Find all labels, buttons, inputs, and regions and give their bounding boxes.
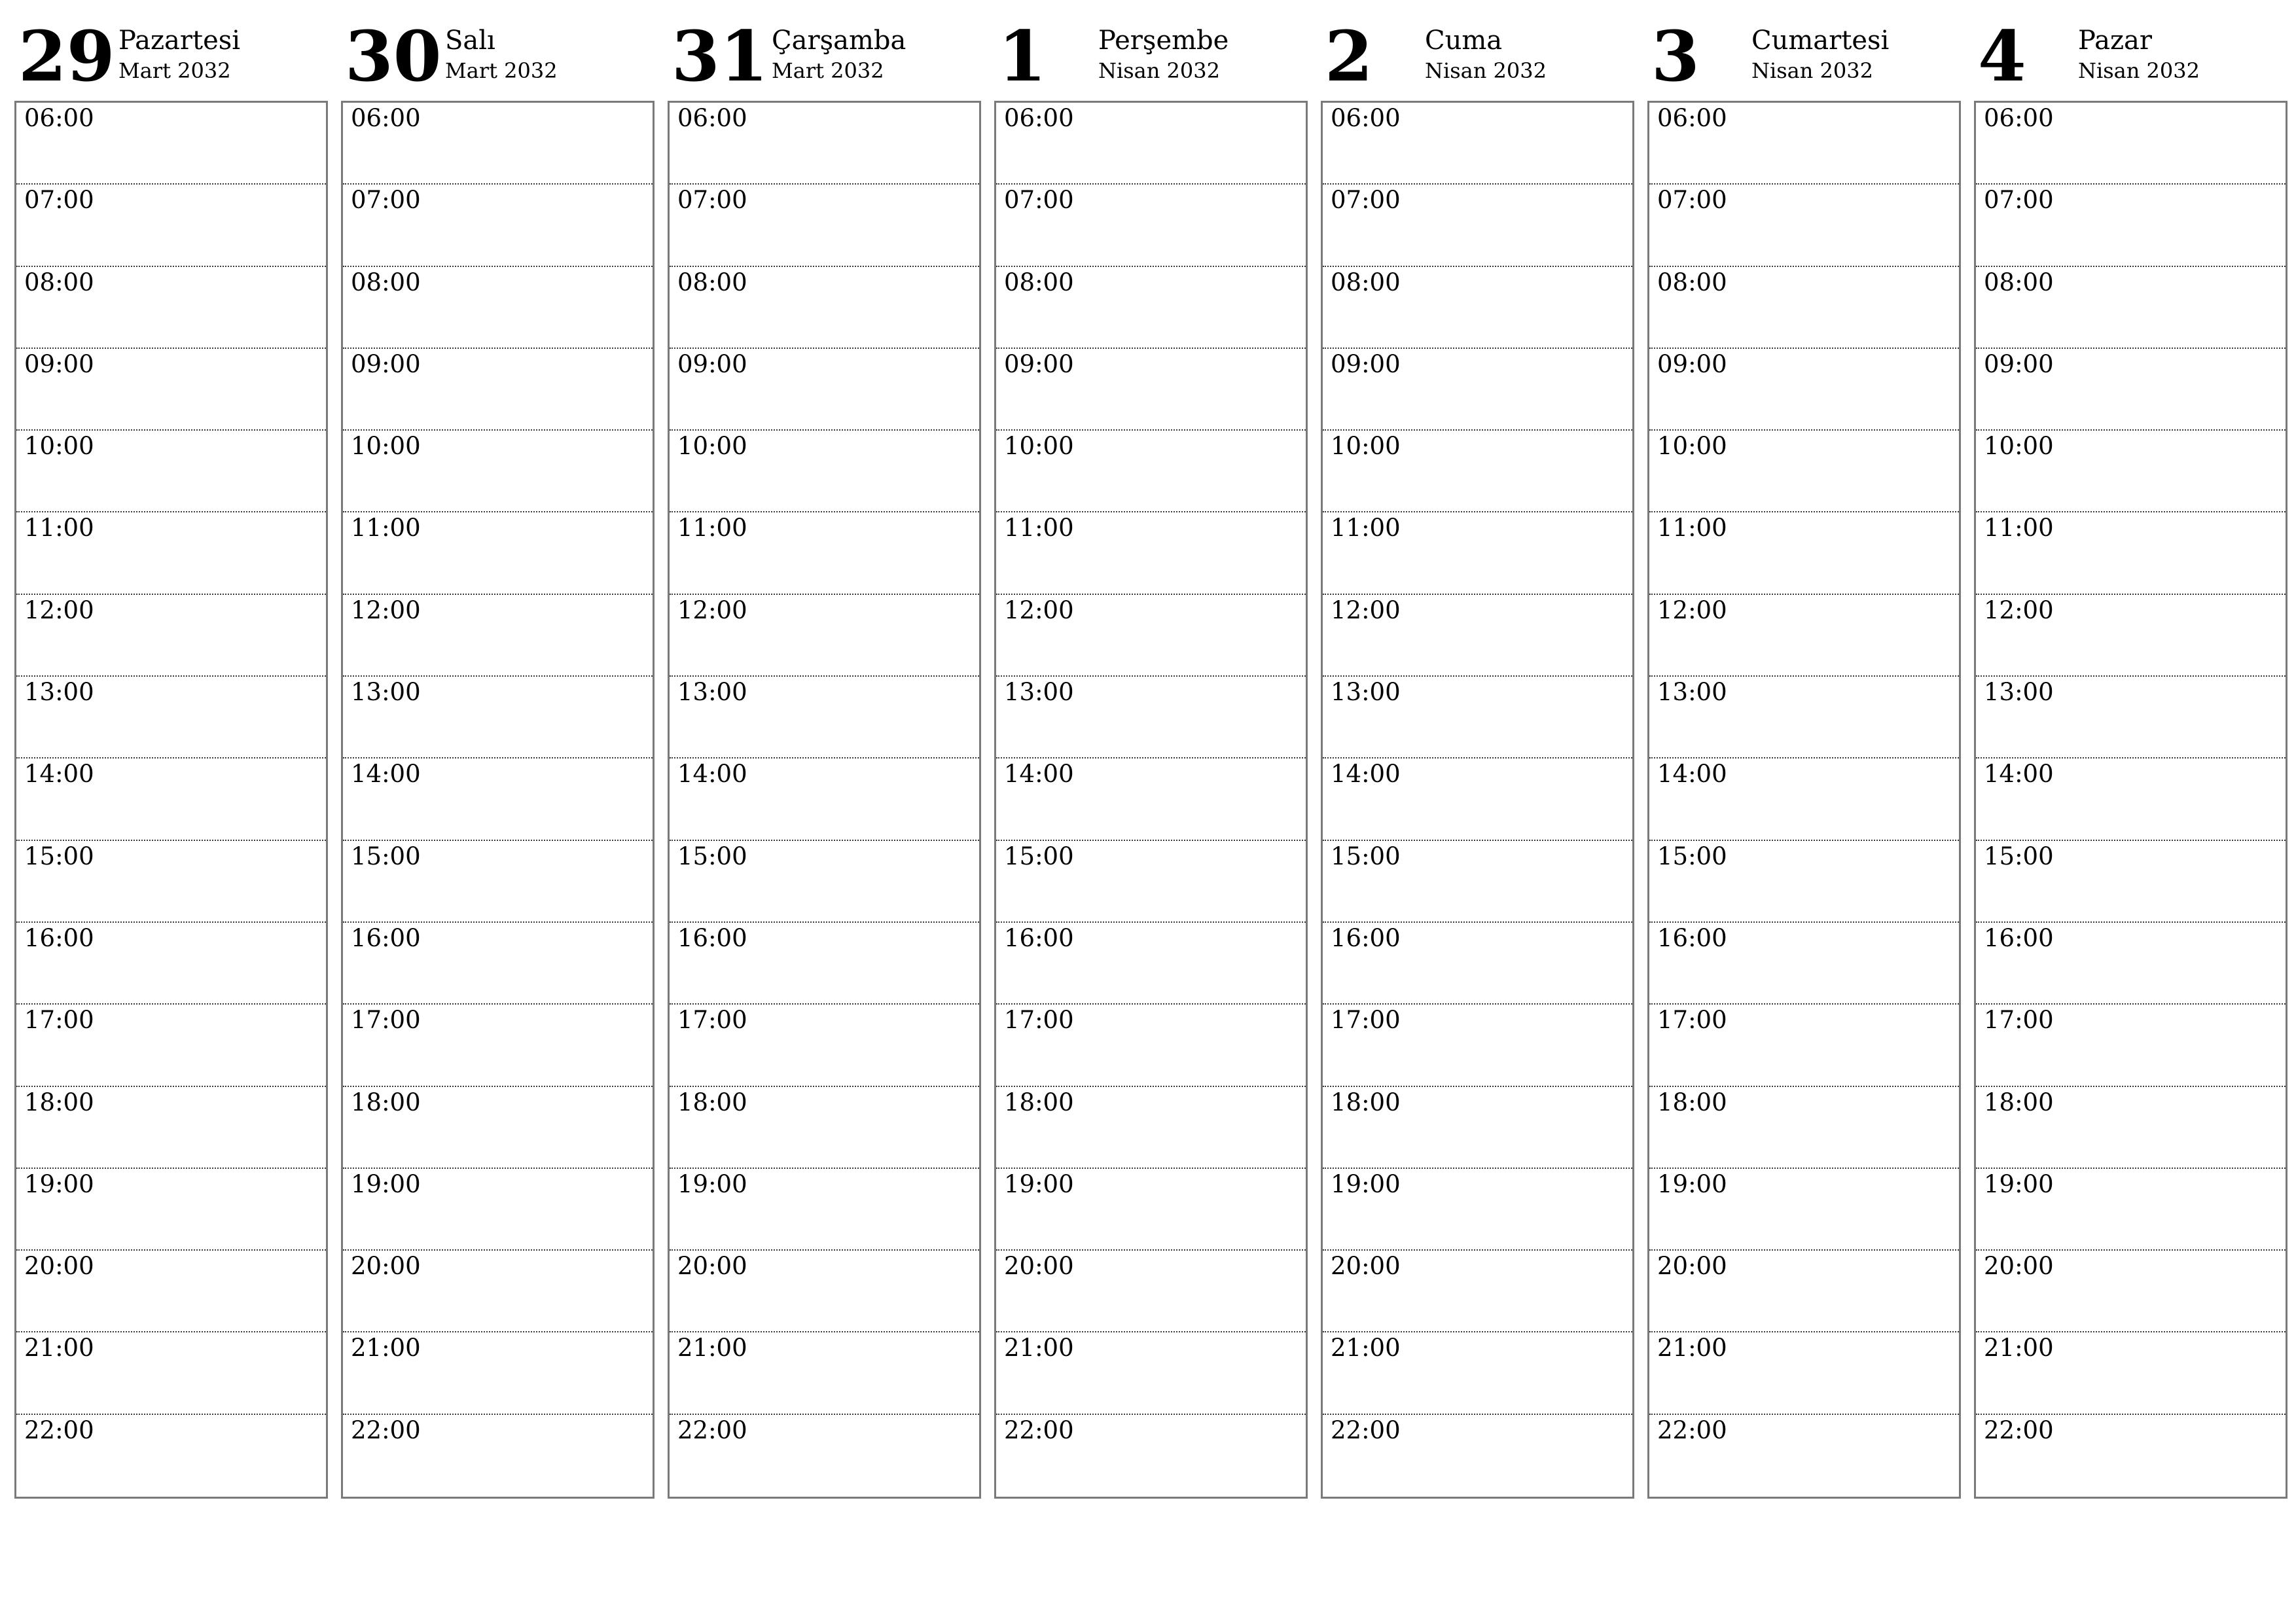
- time-slot[interactable]: 11:00: [670, 512, 979, 594]
- time-slot[interactable]: 08:00: [1323, 267, 1632, 349]
- time-slot[interactable]: 21:00: [1976, 1332, 2286, 1414]
- time-slot[interactable]: 20:00: [1323, 1251, 1632, 1332]
- time-slot[interactable]: 08:00: [670, 267, 979, 349]
- time-slot[interactable]: 07:00: [16, 185, 326, 266]
- time-slot[interactable]: 15:00: [670, 841, 979, 923]
- time-slot[interactable]: 10:00: [1323, 431, 1632, 512]
- time-slot[interactable]: 17:00: [343, 1005, 653, 1086]
- time-slot[interactable]: 06:00: [1323, 103, 1632, 185]
- time-slot[interactable]: 11:00: [1976, 512, 2286, 594]
- time-slot[interactable]: 10:00: [16, 431, 326, 512]
- day-number: 30: [345, 15, 442, 97]
- time-slot[interactable]: 13:00: [1323, 677, 1632, 758]
- day-column: [994, 0, 1308, 1499]
- time-slot[interactable]: 09:00: [343, 349, 653, 431]
- time-slot[interactable]: 21:00: [1649, 1332, 1959, 1414]
- time-slot[interactable]: 16:00: [16, 923, 326, 1005]
- time-slot[interactable]: 11:00: [1649, 512, 1959, 594]
- time-slot[interactable]: 19:00: [1323, 1169, 1632, 1251]
- time-slot[interactable]: 12:00: [16, 595, 326, 677]
- time-slot[interactable]: 19:00: [1649, 1169, 1959, 1251]
- time-slot[interactable]: 19:00: [670, 1169, 979, 1251]
- time-slot[interactable]: 18:00: [1323, 1087, 1632, 1169]
- day-name: Salı: [445, 26, 495, 56]
- time-slot[interactable]: 13:00: [996, 677, 1306, 758]
- time-slot[interactable]: 22:00: [351, 1416, 421, 1444]
- day-meta: [445, 20, 558, 84]
- time-slot[interactable]: 18:00: [1976, 1087, 2286, 1169]
- time-slot[interactable]: 16:00: [1649, 923, 1959, 1005]
- time-slot[interactable]: 13:00: [343, 677, 653, 758]
- time-slot[interactable]: 20:00: [343, 1251, 653, 1332]
- time-slot[interactable]: 08:00: [343, 267, 653, 349]
- time-slot[interactable]: 19:00: [343, 1169, 653, 1251]
- time-slots: [668, 101, 981, 1499]
- time-slot[interactable]: 09:00: [670, 349, 979, 431]
- day-name: Pazartesi: [118, 26, 241, 56]
- time-slot[interactable]: 22:00: [1331, 1416, 1401, 1444]
- time-slot[interactable]: 13:00: [670, 677, 979, 758]
- day-month: Mart 2032: [445, 58, 558, 83]
- day-column: [1974, 0, 2287, 1499]
- time-slot[interactable]: 18:00: [1649, 1087, 1959, 1169]
- time-slot[interactable]: 14:00: [1649, 758, 1959, 840]
- time-slot[interactable]: 12:00: [1649, 595, 1959, 677]
- time-slots: [994, 101, 1308, 1499]
- time-slot[interactable]: 12:00: [996, 595, 1306, 677]
- time-slot[interactable]: 11:00: [1323, 512, 1632, 594]
- time-slot[interactable]: 21:00: [996, 1332, 1306, 1414]
- time-slot[interactable]: 10:00: [1649, 431, 1959, 512]
- day-meta: [772, 20, 906, 84]
- day-number: 1: [998, 15, 1047, 97]
- day-number: 2: [1325, 15, 1373, 97]
- time-slot[interactable]: 15:00: [16, 841, 326, 923]
- time-slot[interactable]: 20:00: [670, 1251, 979, 1332]
- time-slot[interactable]: 15:00: [1323, 841, 1632, 923]
- day-column: [668, 0, 981, 1499]
- day-meta: [1751, 20, 1889, 84]
- time-slot[interactable]: 22:00: [1984, 1416, 2054, 1444]
- time-slot[interactable]: 08:00: [1976, 267, 2286, 349]
- time-slots: [341, 101, 655, 1499]
- time-slot[interactable]: 12:00: [1323, 595, 1632, 677]
- time-slot[interactable]: 18:00: [343, 1087, 653, 1169]
- time-slot[interactable]: 09:00: [1976, 349, 2286, 431]
- time-slot[interactable]: 17:00: [1649, 1005, 1959, 1086]
- time-slot[interactable]: 09:00: [996, 349, 1306, 431]
- day-meta: [1098, 20, 1229, 84]
- day-name: Cumartesi: [1751, 26, 1890, 56]
- time-slot[interactable]: 15:00: [1976, 841, 2286, 923]
- time-slot[interactable]: 16:00: [996, 923, 1306, 1005]
- time-slot[interactable]: 08:00: [996, 267, 1306, 349]
- time-slot[interactable]: 07:00: [670, 185, 979, 266]
- time-slot[interactable]: 10:00: [343, 431, 653, 512]
- time-slot[interactable]: 15:00: [1649, 841, 1959, 923]
- time-slot[interactable]: 13:00: [1649, 677, 1959, 758]
- time-slot[interactable]: 07:00: [996, 185, 1306, 266]
- time-slot[interactable]: 14:00: [1976, 758, 2286, 840]
- time-slot[interactable]: 07:00: [1976, 185, 2286, 266]
- time-slot[interactable]: 20:00: [1976, 1251, 2286, 1332]
- time-slot[interactable]: 09:00: [1323, 349, 1632, 431]
- time-slot[interactable]: 10:00: [996, 431, 1306, 512]
- day-number: 29: [18, 15, 115, 97]
- weekly-planner: [14, 0, 2287, 1499]
- time-slot[interactable]: 21:00: [1323, 1332, 1632, 1414]
- time-slot[interactable]: 21:00: [670, 1332, 979, 1414]
- day-name: Pazar: [2078, 26, 2153, 56]
- time-slot[interactable]: 06:00: [1649, 103, 1959, 185]
- time-slots: [1974, 101, 2287, 1499]
- time-slot[interactable]: 11:00: [16, 512, 326, 594]
- time-slot[interactable]: 06:00: [1976, 103, 2286, 185]
- time-slot[interactable]: 19:00: [1976, 1169, 2286, 1251]
- day-meta: [2078, 20, 2200, 84]
- time-slot[interactable]: 17:00: [16, 1005, 326, 1086]
- time-slot[interactable]: 13:00: [16, 677, 326, 758]
- day-header: [1974, 0, 2287, 101]
- day-meta: [1425, 20, 1547, 84]
- time-slot[interactable]: 06:00: [996, 103, 1306, 185]
- time-slot[interactable]: 21:00: [343, 1332, 653, 1414]
- time-slot[interactable]: 10:00: [1976, 431, 2286, 512]
- time-slot[interactable]: 15:00: [996, 841, 1306, 923]
- day-name: Çarşamba: [772, 26, 906, 56]
- time-slot[interactable]: 16:00: [670, 923, 979, 1005]
- time-slot[interactable]: 16:00: [1976, 923, 2286, 1005]
- time-slot[interactable]: 15:00: [343, 841, 653, 923]
- time-slot[interactable]: 12:00: [1976, 595, 2286, 677]
- time-slot[interactable]: 06:00: [343, 103, 653, 185]
- day-column: [341, 0, 655, 1499]
- time-slot[interactable]: 14:00: [16, 758, 326, 840]
- time-slot[interactable]: 18:00: [16, 1087, 326, 1169]
- time-slots: [14, 101, 328, 1499]
- time-slot[interactable]: 19:00: [996, 1169, 1306, 1251]
- time-slot[interactable]: 07:00: [343, 185, 653, 266]
- time-slot[interactable]: 22:00: [24, 1416, 94, 1444]
- time-slot[interactable]: 14:00: [343, 758, 653, 840]
- day-header: [994, 0, 1308, 101]
- time-slot[interactable]: 07:00: [1649, 185, 1959, 266]
- time-slot[interactable]: 19:00: [16, 1169, 326, 1251]
- day-number: 3: [1651, 15, 1700, 97]
- day-month: Nisan 2032: [1098, 58, 1220, 83]
- time-slots: [1321, 101, 1634, 1499]
- day-month: Mart 2032: [772, 58, 884, 83]
- time-slot[interactable]: 12:00: [343, 595, 653, 677]
- time-slot[interactable]: 17:00: [1976, 1005, 2286, 1086]
- time-slot[interactable]: 09:00: [16, 349, 326, 431]
- day-column: [1647, 0, 1961, 1499]
- day-name: Cuma: [1425, 26, 1503, 56]
- time-slot[interactable]: 08:00: [1649, 267, 1959, 349]
- day-number: 4: [1978, 15, 2026, 97]
- time-slot[interactable]: 18:00: [670, 1087, 979, 1169]
- time-slot[interactable]: 14:00: [1323, 758, 1632, 840]
- day-header: [341, 0, 655, 101]
- time-slot[interactable]: 20:00: [996, 1251, 1306, 1332]
- time-slot[interactable]: 21:00: [16, 1332, 326, 1414]
- day-header: [668, 0, 981, 101]
- day-month: Nisan 2032: [2078, 58, 2200, 83]
- time-slot[interactable]: 06:00: [16, 103, 326, 185]
- time-slot[interactable]: 17:00: [1323, 1005, 1632, 1086]
- time-slot[interactable]: 11:00: [343, 512, 653, 594]
- time-slot[interactable]: 13:00: [1976, 677, 2286, 758]
- time-slot[interactable]: 14:00: [670, 758, 979, 840]
- time-slot[interactable]: 20:00: [16, 1251, 326, 1332]
- time-slot[interactable]: 06:00: [670, 103, 979, 185]
- day-meta: [118, 20, 240, 84]
- time-slot[interactable]: 14:00: [996, 758, 1306, 840]
- day-header: [1647, 0, 1961, 101]
- time-slot[interactable]: 12:00: [670, 595, 979, 677]
- time-slots: [1647, 101, 1961, 1499]
- time-slot[interactable]: 18:00: [996, 1087, 1306, 1169]
- time-slot[interactable]: 08:00: [16, 267, 326, 349]
- day-header: [14, 0, 328, 101]
- day-month: Mart 2032: [118, 58, 231, 83]
- day-column: [14, 0, 328, 1499]
- day-column: [1321, 0, 1634, 1499]
- time-slot[interactable]: 22:00: [677, 1416, 747, 1444]
- day-name: Perşembe: [1098, 26, 1229, 56]
- time-slot[interactable]: 22:00: [1004, 1416, 1074, 1444]
- day-month: Nisan 2032: [1751, 58, 1873, 83]
- time-slot[interactable]: 16:00: [1323, 923, 1632, 1005]
- day-month: Nisan 2032: [1425, 58, 1547, 83]
- time-slot[interactable]: 20:00: [1649, 1251, 1959, 1332]
- time-slot[interactable]: 10:00: [670, 431, 979, 512]
- day-number: 31: [672, 15, 768, 97]
- time-slot[interactable]: 16:00: [343, 923, 653, 1005]
- time-slot[interactable]: 11:00: [996, 512, 1306, 594]
- time-slot[interactable]: 22:00: [1657, 1416, 1727, 1444]
- day-header: [1321, 0, 1634, 101]
- time-slot[interactable]: 09:00: [1649, 349, 1959, 431]
- time-slot[interactable]: 07:00: [1323, 185, 1632, 266]
- time-slot[interactable]: 17:00: [670, 1005, 979, 1086]
- time-slot[interactable]: 17:00: [996, 1005, 1306, 1086]
